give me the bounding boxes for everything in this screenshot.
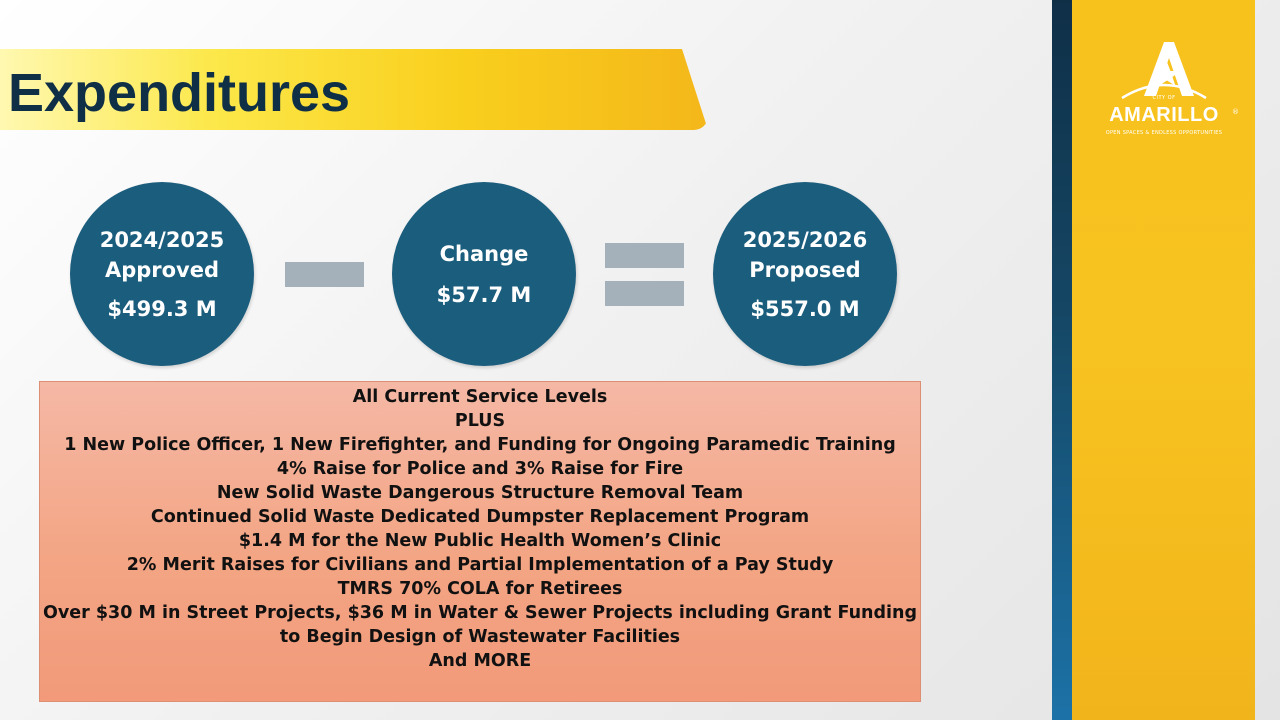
- highlight-line: 2% Merit Raises for Civilians and Partial Implementation of a Pay Study: [126, 555, 834, 575]
- change-amount: $57.7 M: [436, 282, 532, 307]
- approved-year: 2024/2025: [99, 227, 225, 252]
- equals-sign-top-bar: [605, 243, 684, 268]
- proposed-year: 2025/2026: [742, 227, 868, 252]
- proposed-amount: $557.0 M: [750, 296, 860, 321]
- change-label: Change: [439, 241, 529, 266]
- highlight-line: TMRS 70% COLA for Retirees: [337, 579, 623, 599]
- sidebar-blue-stripe: [1052, 0, 1072, 720]
- slide-title: Expenditures: [8, 63, 351, 123]
- approved-label: Approved: [104, 257, 220, 282]
- logo-registered-mark: ®: [1232, 108, 1239, 116]
- equals-sign-bottom-bar: [605, 281, 684, 306]
- amarillo-logo: [1082, 38, 1246, 148]
- logo-city-of: CITY OF: [1152, 95, 1176, 101]
- approved-amount: $499.3 M: [107, 296, 217, 321]
- logo-wordmark: AMARILLO: [1109, 104, 1219, 126]
- highlight-line: 1 New Police Officer, 1 New Firefighter, and Funding for Ongoing Paramedic Training: [64, 435, 896, 455]
- highlight-line: $1.4 M for the New Public Health Women’s Clinic: [238, 531, 722, 551]
- highlight-line: And MORE: [428, 651, 532, 671]
- star-a-logo-icon: [1082, 38, 1246, 102]
- highlight-line: PLUS: [454, 411, 506, 431]
- proposed-circle: [713, 182, 897, 366]
- highlight-line: to Begin Design of Wastewater Facilities: [279, 627, 681, 647]
- minus-sign: [285, 262, 364, 287]
- approved-circle: [70, 182, 254, 366]
- highlight-line: Continued Solid Waste Dedicated Dumpster Replacement Program: [150, 507, 810, 527]
- logo-tagline: OPEN SPACES & ENDLESS OPPORTUNITIES: [1105, 130, 1223, 136]
- proposed-label: Proposed: [749, 257, 861, 282]
- highlight-line: Over $30 M in Street Projects, $36 M in Water & Sewer Projects including Grant Funding: [42, 603, 918, 623]
- highlights-box: [39, 381, 921, 702]
- highlight-line: New Solid Waste Dangerous Structure Removal Team: [216, 483, 744, 503]
- highlight-line: All Current Service Levels: [352, 387, 608, 407]
- highlight-line: 4% Raise for Police and 3% Raise for Fire: [276, 459, 684, 479]
- change-circle: [392, 182, 576, 366]
